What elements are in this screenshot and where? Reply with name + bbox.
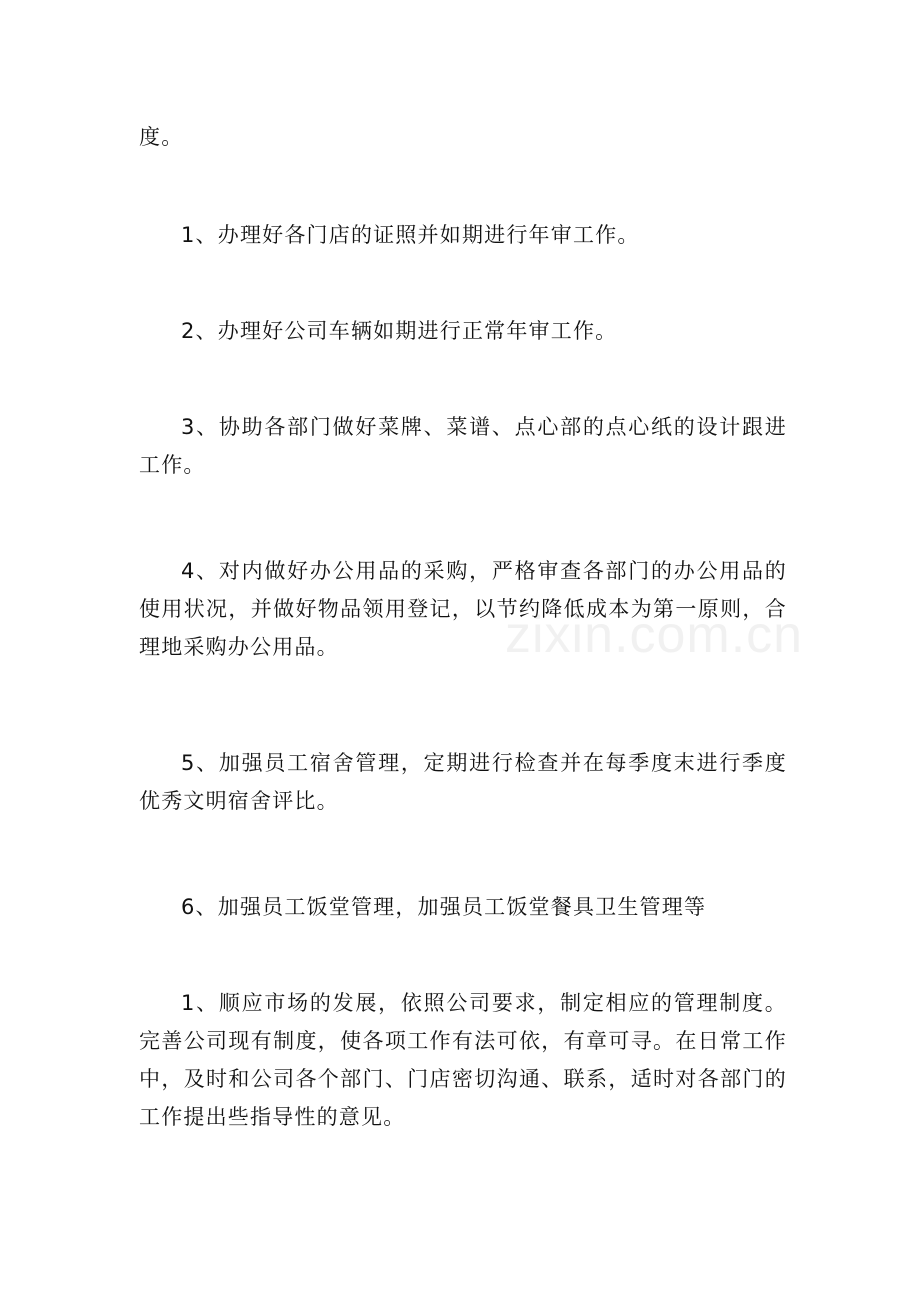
paragraph-item-3: 3、协助各部门做好菜牌、菜谱、点心部的点心纸的设计跟进工作。 [139, 415, 787, 477]
paragraph-item-1: 1、办理好各门店的证照并如期进行年审工作。 [181, 223, 640, 247]
paragraph-item-6: 6、加强员工饭堂管理，加强员工饭堂餐具卫生管理等 [181, 895, 707, 919]
paragraph-item-2: 2、办理好公司车辆如期进行正常年审工作。 [181, 319, 618, 343]
paragraph-item-4: 4、对内做好办公用品的采购，严格审查各部门的办公用品的使用状况，并做好物品领用登记，以节约降低成本为第一原则，合理地采购办公用品。 [139, 559, 787, 659]
paragraph-continuation: 度。 [139, 125, 184, 149]
paragraph-item-5: 5、加强员工宿舍管理，定期进行检查并在每季度末进行季度优秀文明宿舍评比。 [139, 751, 787, 813]
paragraph-section-item-1: 1、顺应市场的发展，依照公司要求，制定相应的管理制度。完善公司现有制度，使各项工作有法可依，有章可寻。在日常工作中，及时和公司各个部门、门店密切沟通、联系，适时对各部门的工作提出些指导性的意见。 [139, 991, 787, 1129]
watermark-text: zixin.com.cn [505, 606, 804, 664]
